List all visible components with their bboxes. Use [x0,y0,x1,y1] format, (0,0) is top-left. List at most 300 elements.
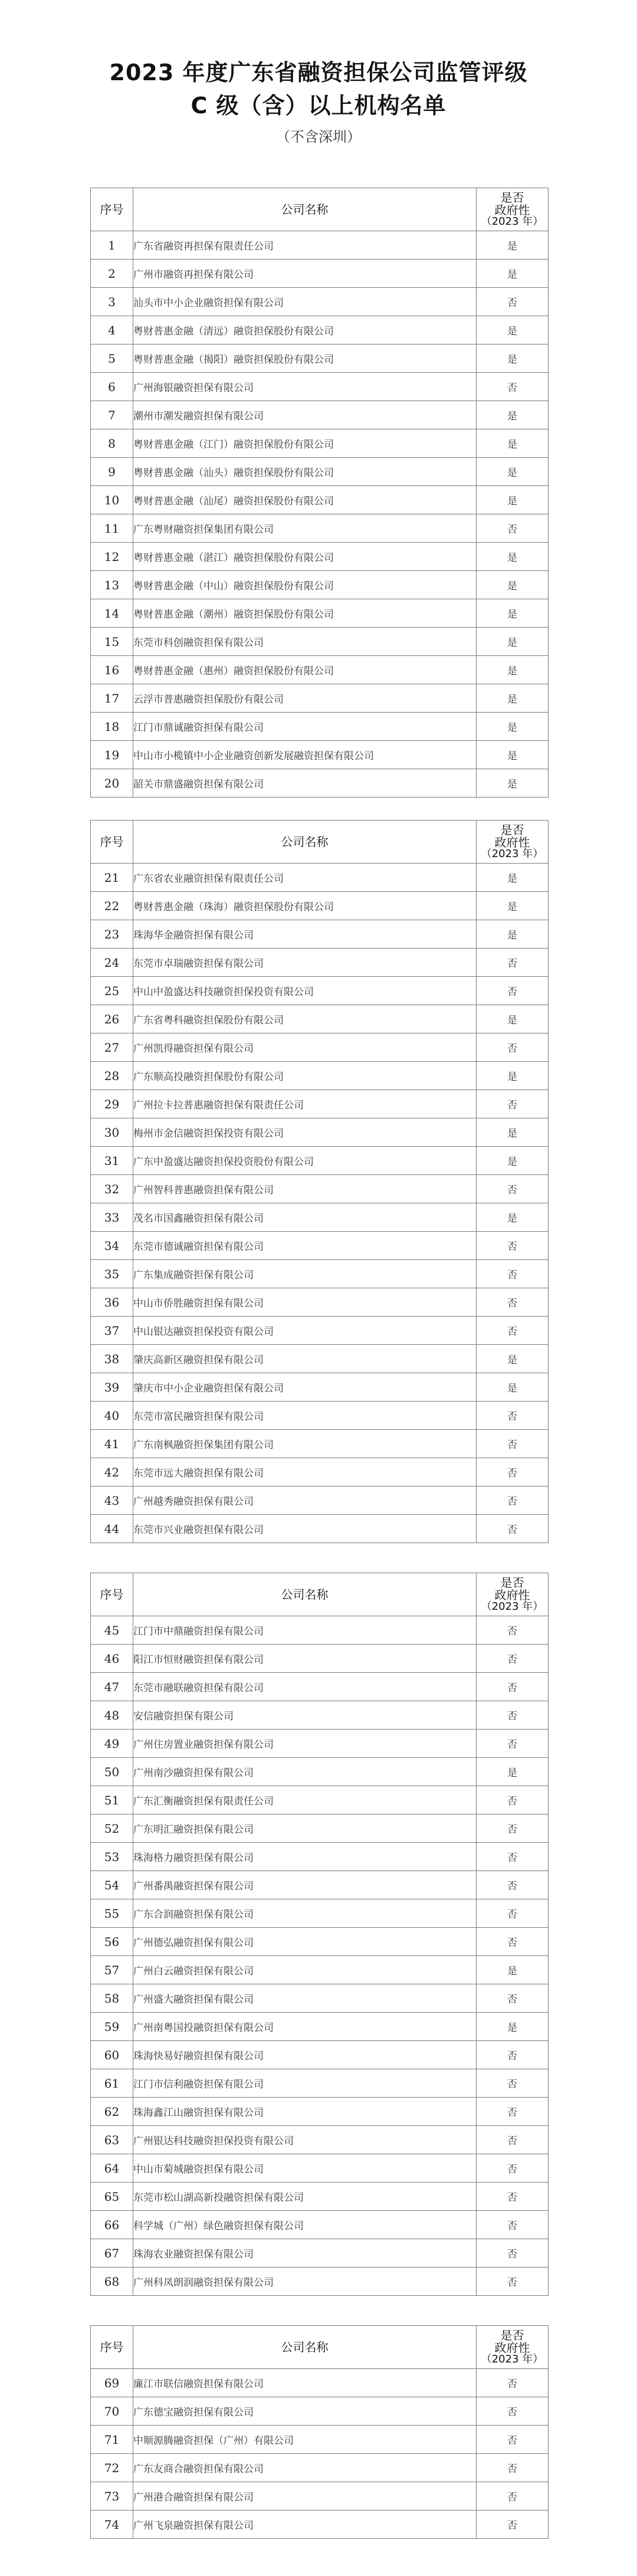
table-row [91,1984,549,2013]
table-row [91,2397,549,2426]
header-name: 公司名称 [133,1573,477,1616]
row-number: 2 [91,260,133,288]
row-number: 19 [91,741,133,769]
company-name: 珠海鑫江山融资担保有限公司 [133,2098,477,2126]
row-number: 68 [91,2267,133,2296]
government-flag: 否 [477,2069,549,2098]
row-number: 43 [91,1486,133,1515]
row-number: 9 [91,458,133,486]
row-number: 29 [91,1090,133,1118]
row-number: 33 [91,1203,133,1232]
government-flag: 否 [477,1843,549,1871]
table-row [91,2069,549,2098]
company-name: 汕头市中小企业融资担保有限公司 [133,288,477,316]
company-name: 广东南枫融资担保集团有限公司 [133,1430,477,1458]
table-row [91,2211,549,2239]
table-row [91,1956,549,1984]
government-flag: 是 [477,769,549,798]
header-no: 序号 [91,2326,133,2369]
government-flag: 是 [477,344,549,373]
company-name: 广州港合融资担保有限公司 [133,2482,477,2511]
company-name: 珠海农业融资担保有限公司 [133,2239,477,2267]
government-flag: 是 [477,1062,549,1090]
row-number: 46 [91,1645,133,1673]
company-name: 广州银达科技融资担保投资有限公司 [133,2126,477,2154]
row-number: 36 [91,1288,133,1317]
header-gov-line3: （2023 年） [481,1600,544,1613]
row-number: 26 [91,1005,133,1033]
government-flag: 否 [477,1701,549,1730]
table-row [91,429,549,458]
government-flag: 是 [477,713,549,741]
government-flag: 否 [477,1232,549,1260]
company-name: 广东中盈盛达融资担保投资股份有限公司 [133,1147,477,1175]
government-flag: 是 [477,1373,549,1402]
table-row [91,1673,549,1701]
row-number: 4 [91,316,133,344]
row-number: 31 [91,1147,133,1175]
government-flag: 是 [477,401,549,429]
government-flag: 是 [477,260,549,288]
government-flag: 是 [477,1758,549,1786]
company-name: 粤财普惠金融（汕尾）融资担保股份有限公司 [133,486,477,514]
table-row [91,1645,549,1673]
row-number: 5 [91,344,133,373]
table-row [91,1486,549,1515]
table-row [91,2267,549,2296]
government-flag: 是 [477,599,549,628]
company-name: 广东集成融资担保有限公司 [133,1260,477,1288]
row-number: 22 [91,892,133,920]
table-row [91,977,549,1005]
company-name: 广州智科普惠融资担保有限公司 [133,1175,477,1203]
government-flag: 否 [477,2041,549,2069]
government-flag: 否 [477,2126,549,2154]
company-name: 安信融资担保有限公司 [133,1701,477,1730]
table-row [91,1175,549,1203]
table-row [91,2041,549,2069]
company-name: 阳江市恒财融资担保有限公司 [133,1645,477,1673]
government-flag: 否 [477,1486,549,1515]
company-name: 珠海快易好融资担保有限公司 [133,2041,477,2069]
table-row [91,1814,549,1843]
table-row [91,543,549,571]
row-number: 63 [91,2126,133,2154]
table-row [91,656,549,684]
government-flag: 否 [477,2267,549,2296]
government-flag: 是 [477,486,549,514]
row-number: 69 [91,2369,133,2397]
row-number: 70 [91,2397,133,2426]
row-number: 53 [91,1843,133,1871]
government-flag: 否 [477,2211,549,2239]
table-row [91,949,549,977]
government-flag: 是 [477,316,549,344]
table-row [91,1928,549,1956]
government-flag: 是 [477,571,549,599]
company-name: 珠海华金融资担保有限公司 [133,920,477,949]
company-name: 广东粤财融资担保集团有限公司 [133,514,477,543]
government-flag: 否 [477,1899,549,1928]
header-no: 序号 [91,821,133,864]
government-flag: 否 [477,2098,549,2126]
company-name: 中山中盈盛达科技融资担保投资有限公司 [133,977,477,1005]
government-flag: 否 [477,373,549,401]
row-number: 41 [91,1430,133,1458]
header-government [477,1573,549,1616]
company-name: 广东顺高投融资担保股份有限公司 [133,1062,477,1090]
company-name: 广州飞泉融资担保有限公司 [133,2511,477,2539]
government-flag: 是 [477,1118,549,1147]
government-flag: 是 [477,656,549,684]
government-flag: 是 [477,741,549,769]
government-flag: 否 [477,1033,549,1062]
table-row [91,1062,549,1090]
header-gov-line1: 是否 [500,2328,524,2342]
row-number: 49 [91,1730,133,1758]
row-number: 66 [91,2211,133,2239]
row-number: 12 [91,543,133,571]
government-flag: 否 [477,1984,549,2013]
institution-table [90,820,549,1543]
company-name: 东莞市远大融资担保有限公司 [133,1458,477,1486]
row-number: 52 [91,1814,133,1843]
header-gov-line3: （2023 年） [481,215,544,228]
company-name: 广州盛大融资担保有限公司 [133,1984,477,2013]
table-row [91,486,549,514]
table-row [91,344,549,373]
row-number: 55 [91,1899,133,1928]
row-number: 73 [91,2482,133,2511]
subtitle: （不含深圳） [276,129,361,145]
row-number: 6 [91,373,133,401]
table-row [91,1843,549,1871]
table-row [91,920,549,949]
row-number: 42 [91,1458,133,1486]
row-number: 20 [91,769,133,798]
government-flag: 否 [477,1402,549,1430]
company-name: 江门市鼎诚融资担保有限公司 [133,713,477,741]
government-flag: 否 [477,2397,549,2426]
row-number: 11 [91,514,133,543]
table-row [91,599,549,628]
government-flag: 是 [477,1005,549,1033]
government-flag: 否 [477,977,549,1005]
header-gov-line3: （2023 年） [481,847,544,860]
company-name: 广州市融资再担保有限公司 [133,260,477,288]
table-row [91,2098,549,2126]
row-number: 14 [91,599,133,628]
government-flag: 否 [477,1288,549,1317]
government-flag: 是 [477,543,549,571]
company-name: 茂名市国鑫融资担保有限公司 [133,1203,477,1232]
table-row [91,1147,549,1175]
company-name: 广东合润融资担保有限公司 [133,1899,477,1928]
government-flag: 否 [477,1730,549,1758]
company-name: 粤财普惠金融（汕头）融资担保股份有限公司 [133,458,477,486]
row-number: 57 [91,1956,133,1984]
table-header-row [91,188,549,231]
company-name: 粤财普惠金融（潮州）融资担保股份有限公司 [133,599,477,628]
government-flag: 是 [477,920,549,949]
table-row [91,514,549,543]
row-number: 47 [91,1673,133,1701]
company-name: 广州凯得融资担保有限公司 [133,1033,477,1062]
table-row [91,1458,549,1486]
table-row [91,2183,549,2211]
table-row [91,1288,549,1317]
table-row [91,1616,549,1645]
header-government [477,2326,549,2369]
government-flag: 否 [477,2183,549,2211]
header-name: 公司名称 [133,2326,477,2369]
government-flag: 否 [477,2369,549,2397]
table-row [91,2013,549,2041]
table-row [91,2454,549,2482]
table-row [91,2482,549,2511]
table-row [91,713,549,741]
table-row [91,2369,549,2397]
government-flag: 是 [477,1203,549,1232]
row-number: 7 [91,401,133,429]
row-number: 39 [91,1373,133,1402]
row-number: 3 [91,288,133,316]
header-gov-line1: 是否 [500,1575,524,1590]
company-name: 广州南粤国投融资担保有限公司 [133,2013,477,2041]
table-row [91,1373,549,1402]
row-number: 61 [91,2069,133,2098]
title-line-2: C 级（含）以上机构名单 [191,93,446,119]
company-name: 广州德弘融资担保有限公司 [133,1928,477,1956]
company-name: 东莞市兴业融资担保有限公司 [133,1515,477,1543]
row-number: 17 [91,684,133,713]
row-number: 34 [91,1232,133,1260]
government-flag: 否 [477,1786,549,1814]
company-name: 广州海银融资担保有限公司 [133,373,477,401]
government-flag: 否 [477,1175,549,1203]
table-row [91,684,549,713]
table-row [91,1033,549,1062]
header-gov-line1: 是否 [500,190,524,205]
company-name: 广州拉卡拉普惠融资担保有限责任公司 [133,1090,477,1118]
government-flag: 否 [477,1090,549,1118]
government-flag: 否 [477,2239,549,2267]
row-number: 38 [91,1345,133,1373]
company-name: 广州南沙融资担保有限公司 [133,1758,477,1786]
government-flag: 否 [477,288,549,316]
table-row [91,401,549,429]
government-flag: 是 [477,2013,549,2041]
company-name: 东莞市松山湖高新投融资担保有限公司 [133,2183,477,2211]
row-number: 24 [91,949,133,977]
government-flag: 否 [477,1673,549,1701]
table-row [91,1701,549,1730]
header-government [477,821,549,864]
table-row [91,1232,549,1260]
row-number: 8 [91,429,133,458]
company-name: 东莞市富民融资担保有限公司 [133,1402,477,1430]
row-number: 72 [91,2454,133,2482]
company-name: 粤财普惠金融（揭阳）融资担保股份有限公司 [133,344,477,373]
company-name: 粤财普惠金融（惠州）融资担保股份有限公司 [133,656,477,684]
table-row [91,2239,549,2267]
row-number: 64 [91,2154,133,2183]
institution-table [90,1573,549,2296]
row-number: 40 [91,1402,133,1430]
company-name: 江门市信利融资担保有限公司 [133,2069,477,2098]
company-name: 广东省粤科融资担保股份有限公司 [133,1005,477,1033]
company-name: 粤财普惠金融（珠海）融资担保股份有限公司 [133,892,477,920]
company-name: 中山银达融资担保投资有限公司 [133,1317,477,1345]
table-row [91,1786,549,1814]
government-flag: 否 [477,1616,549,1645]
company-name: 广东友商合融资担保有限公司 [133,2454,477,2482]
row-number: 62 [91,2098,133,2126]
company-name: 韶关市鼎盛融资担保有限公司 [133,769,477,798]
table-row [91,741,549,769]
table-row [91,1758,549,1786]
company-name: 广州番禺融资担保有限公司 [133,1871,477,1899]
table-row [91,1317,549,1345]
table-row [91,1515,549,1543]
company-name: 广东省农业融资担保有限责任公司 [133,864,477,892]
government-flag: 否 [477,1260,549,1288]
header-no: 序号 [91,1573,133,1616]
table-header-row [91,2326,549,2369]
table-row [91,2126,549,2154]
table-row [91,1430,549,1458]
table-row [91,1402,549,1430]
row-number: 74 [91,2511,133,2539]
government-flag: 是 [477,892,549,920]
government-flag: 是 [477,1956,549,1984]
table-row [91,1899,549,1928]
company-name: 粤财普惠金融（江门）融资担保股份有限公司 [133,429,477,458]
government-flag: 否 [477,2426,549,2454]
row-number: 23 [91,920,133,949]
header-gov-line2: 政府性 [494,1587,530,1602]
table-row [91,1090,549,1118]
row-number: 13 [91,571,133,599]
government-flag: 否 [477,2454,549,2482]
table-row [91,628,549,656]
table-row [91,769,549,798]
table-header-row [91,821,549,864]
government-flag: 否 [477,2511,549,2539]
company-name: 肇庆市中小企业融资担保有限公司 [133,1373,477,1402]
table-row [91,1260,549,1288]
row-number: 37 [91,1317,133,1345]
company-name: 广东汇衡融资担保有限责任公司 [133,1786,477,1814]
company-name: 广州科凤朗润融资担保有限公司 [133,2267,477,2296]
row-number: 48 [91,1701,133,1730]
government-flag: 是 [477,1345,549,1373]
header-gov-line3: （2023 年） [481,2352,544,2365]
table-row [91,1118,549,1147]
row-number: 65 [91,2183,133,2211]
government-flag: 否 [477,949,549,977]
company-name: 中山市小榄镇中小企业融资创新发展融资担保有限公司 [133,741,477,769]
company-name: 中顺源腾融资担保（广州）有限公司 [133,2426,477,2454]
government-flag: 否 [477,2482,549,2511]
company-name: 中山市菊城融资担保有限公司 [133,2154,477,2183]
title-line-1: 2023 年度广东省融资担保公司监管评级 [109,60,528,86]
row-number: 71 [91,2426,133,2454]
company-name: 粤财普惠金融（清远）融资担保股份有限公司 [133,316,477,344]
government-flag: 否 [477,1458,549,1486]
table-row [91,373,549,401]
table-row [91,2511,549,2539]
company-name: 东莞市融联融资担保有限公司 [133,1673,477,1701]
table-row [91,1730,549,1758]
row-number: 51 [91,1786,133,1814]
company-name: 云浮市普惠融资担保股份有限公司 [133,684,477,713]
row-number: 10 [91,486,133,514]
government-flag: 是 [477,1147,549,1175]
row-number: 44 [91,1515,133,1543]
government-flag: 否 [477,1515,549,1543]
row-number: 56 [91,1928,133,1956]
government-flag: 是 [477,458,549,486]
table-row [91,864,549,892]
table-row [91,260,549,288]
government-flag: 是 [477,429,549,458]
header-name: 公司名称 [133,188,477,231]
company-name: 东莞市德诚融资担保有限公司 [133,1232,477,1260]
row-number: 18 [91,713,133,741]
government-flag: 是 [477,231,549,260]
company-name: 梅州市金信融资担保投资有限公司 [133,1118,477,1147]
government-flag: 否 [477,1814,549,1843]
institution-table [90,188,549,798]
company-name: 潮州市潮发融资担保有限公司 [133,401,477,429]
government-flag: 否 [477,1928,549,1956]
row-number: 16 [91,656,133,684]
government-flag: 是 [477,864,549,892]
government-flag: 否 [477,1317,549,1345]
company-name: 江门市中鼎融资担保有限公司 [133,1616,477,1645]
company-name: 广东德宝融资担保有限公司 [133,2397,477,2426]
header-government [477,188,549,231]
header-name: 公司名称 [133,821,477,864]
company-name: 科学城（广州）绿色融资担保有限公司 [133,2211,477,2239]
row-number: 1 [91,231,133,260]
table-row [91,892,549,920]
row-number: 27 [91,1033,133,1062]
government-flag: 否 [477,1871,549,1899]
row-number: 60 [91,2041,133,2069]
table-row [91,2426,549,2454]
company-name: 廉江市联信融资担保有限公司 [133,2369,477,2397]
table-header-row [91,1573,549,1616]
header-gov-line2: 政府性 [494,2340,530,2355]
table-row [91,571,549,599]
table-row [91,1871,549,1899]
row-number: 50 [91,1758,133,1786]
row-number: 32 [91,1175,133,1203]
row-number: 35 [91,1260,133,1288]
row-number: 21 [91,864,133,892]
row-number: 30 [91,1118,133,1147]
table-row [91,1203,549,1232]
company-name: 粤财普惠金融（湛江）融资担保股份有限公司 [133,543,477,571]
header-gov-line2: 政府性 [494,202,530,217]
row-number: 28 [91,1062,133,1090]
table-row [91,1345,549,1373]
header-no: 序号 [91,188,133,231]
company-name: 广东明汇融资担保有限公司 [133,1814,477,1843]
table-row [91,288,549,316]
